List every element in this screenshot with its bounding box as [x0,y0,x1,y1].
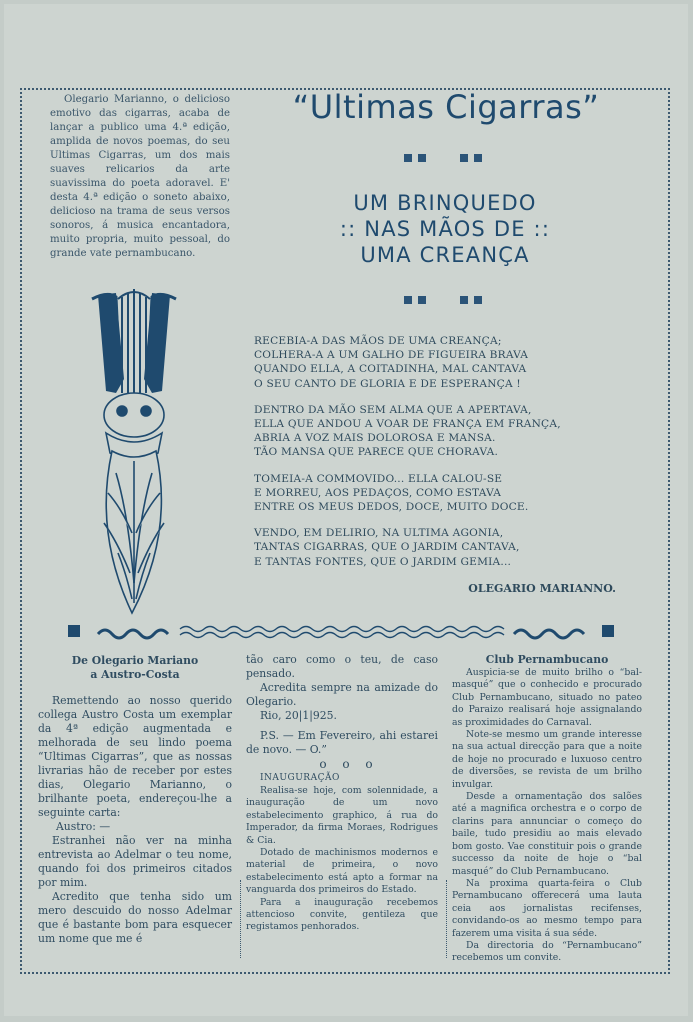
section-separator: o o o [319,757,379,771]
paragraph: P.S. — Em Fevereiro, ahi estarei de novo. — O.” [246,729,438,756]
poem-line: VENDO, EM DELIRIO, NA ULTIMA AGONIA, [254,527,504,540]
poem-line: ELLA QUE ANDOU A VOAR DE FRANÇA EM FRANÇA, [254,418,561,431]
poem-line: E MORREU, AOS PEDAÇOS, COMO ESTAVA [254,486,502,499]
column-club [452,653,642,965]
poem-stanza [254,472,630,515]
paragraph: Acredito que tenha sido um mero descuido do nosso Adelmar que é bastante bom para esquecer um nome que me é [38,890,232,945]
title-ornament [404,154,482,162]
page-title: “Ultimas Cigarras” [292,88,600,126]
intro-text: Olegario Marianno, o delicioso emotivo das cigarras, acaba de lançar a publico uma 4.ª edição, amplida de novos poemas, do seu Ultimas Cigarras, um dos mais suaves relicarios da arte suavissima do poeta adoravel. E' desta 4.ª edição o soneto abaixo, delicioso na trama de seus versos sonoros, á musica encantadora, muito propria, muito pessoal, do grande vate pernambucano. [50,94,230,259]
poem-line: TOMEIA-A COMMOVIDO... ELLA CALOU-SE [254,472,503,485]
paragraph: Na proxima quarta-feira o Club Pernambucano offerecerá uma lauta ceia aos jornalistas recifenses, convidando-os ao mesmo tempo para fazerem uma visita á sua séde. [452,877,642,939]
poem-stanza [254,526,630,569]
paragraph: Austro: — [56,820,111,833]
poem-line: TÃO MANSA QUE PARECE QUE CHORAVA. [254,446,499,459]
column-heading: a Austro-Costa [90,668,180,681]
subtitle-line: :: NAS MÃOS DE :: [339,217,551,241]
poem-stanza [254,403,630,460]
paragraph: Note-se mesmo um grande interesse na sua actual direcção para que a noite de hoje no procurado e luxuoso centro de diversões, se revista de um brilho invulgar. [452,729,642,790]
subtitle-line: UMA CREANÇA [360,243,530,267]
column-heading: De Olegario Mariano [71,654,199,667]
poem-author: OLEGARIO MARIANNO. [468,582,616,595]
poem-line: ENTRE OS MEUS DEDOS, DOCE, MUITO DOCE. [254,501,529,514]
poem-line: O SEU CANTO DE GLORIA E DE ESPERANÇA ! [254,377,521,390]
paragraph: Rio, 20|1|925. [260,709,337,722]
paragraph: Desde a ornamentação dos salões até a magnifica orchestra e o corpo de clarins para annunciar o começo do baile, tudo presidiu ao mais elevado bom gosto. Vae constituir pois o grande successo da noite de hoje o “bal masqué” do Club Pernambucano. [452,791,642,877]
poem-line: RECEBIA-A DAS MÃOS DE UMA CREANÇA; [254,335,502,347]
column-rule [240,880,241,958]
poem-stanza [254,334,630,391]
poem-line: E TANTAS FONTES, QUE O JARDIM GEMIA... [254,555,512,568]
subtitle [300,190,590,268]
paragraph: Dotado de machinismos modernos e material de primeira, o novo estabelecimento está apto a formar na vanguarda dos primeiros do Estado. [246,847,438,896]
subtitle-line: UM BRINQUEDO [353,191,537,215]
paragraph: tão caro como o teu, de caso pensado. [246,653,438,680]
column-rule [446,880,447,958]
paragraph: Remettendo ao nosso querido collega Austro Costa um exemplar da 4ª edição augmentada e melhorada de seu lindo poema “Ultimas Cigarras”, que as nossas livrarias hão de receber por estes dias, Olegario Marianno, o brilhante poeta, endereçou-lhe a seguinte carta: [38,694,232,819]
poem-line: ABRIA A VOZ MAIS DOLOROSA E MANSA. [254,432,496,445]
lyre-cicada-illustration [88,283,180,615]
poem [254,334,630,581]
paragraph: Estranhei não ver na minha entrevista ao Adelmar o teu nome, quando foi dos primeiros citados por mim. [38,834,232,889]
column-letter [38,654,232,946]
column-heading: Club Pernambucano [485,653,609,666]
paragraph: Realisa-se hoje, com solennidade, a inauguração de um novo estabelecimento graphico, á rua do Imperador, da firma Moraes, Rodrigues & Cia. [246,785,438,846]
poem-line: QUANDO ELLA, A COITADINHA, MAL CANTAVA [254,363,527,376]
wave-divider [68,620,614,642]
poem-line: DENTRO DA MÃO SEM ALMA QUE A APERTAVA, [254,403,532,416]
intro-paragraph [50,93,230,261]
paragraph: Auspicia-se de muito brilho o “bal-masqué” que o conhecido e procurado Club Pernambucano, situado no pateo do Paraizo realisará hoje assignalando as proximidades do Carnaval. [452,667,642,728]
poem-line: TANTAS CIGARRAS, QUE O JARDIM CANTAVA, [254,541,520,554]
paragraph: Acredita sempre na amizade do Olegario. [246,681,438,708]
subtitle-ornament [404,296,482,304]
paragraph: Da directoria do “Pernambucano” recebemos um convite. [452,939,642,964]
column-letter-end [246,653,438,934]
poem-line: COLHERA-A A UM GALHO DE FIGUEIRA BRAVA [254,349,529,362]
section-heading: INAUGURAÇÃO [260,773,340,783]
paragraph: Para a inauguração recebemos attencioso convite, gentileza que registamos penhorados. [246,896,438,933]
